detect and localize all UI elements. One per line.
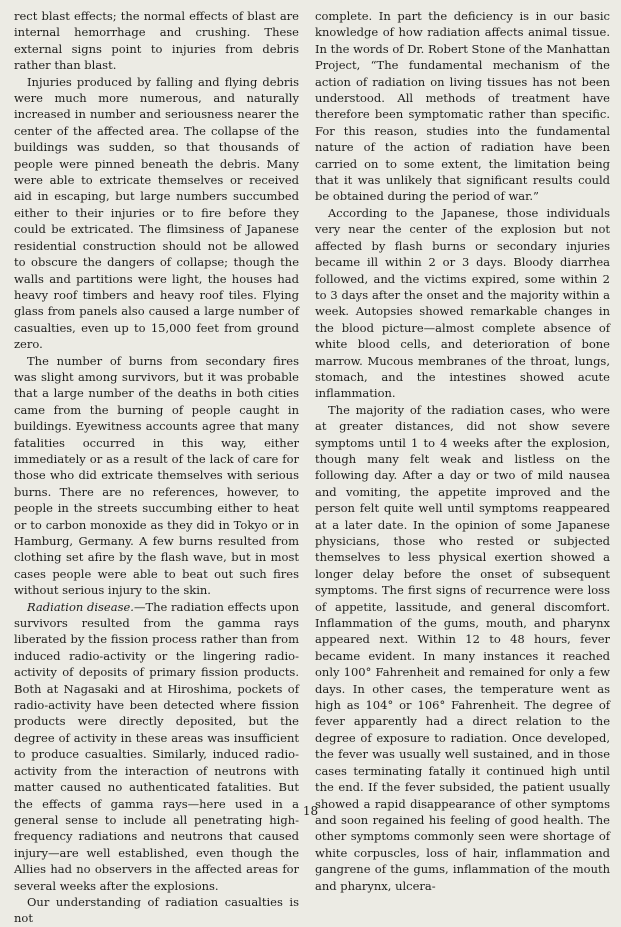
section-heading: Radiation disease. <box>27 599 134 614</box>
right-column <box>315 8 610 894</box>
paragraph: According to the Japanese, those individuals very near the center of the explosion but not affected by flash burns or secondary injuries became ill within 2 or 3 days. Bloody diarrhea followed, and the victims expired, some within 2 to 3 days after the onset and the majority within a week. Autopsies showed remarkable changes in the blood picture—almost complete absence of white blood cells, and deterioration of bone marrow. Mucous membranes of the throat, lungs, stomach, and the intestines showed acute inflammation. <box>315 205 610 401</box>
paragraph-radiation-disease <box>14 599 299 894</box>
paragraph: rect blast effects; the normal effects of blast are internal hemorrhage and crushing. These external signs point to injuries from debris rather than blast. <box>14 9 299 73</box>
left-column <box>14 8 299 927</box>
paragraph: Injuries produced by falling and flying debris were much more numerous, and naturally increased in number and seriousness nearer the center of the affected area. The collapse of the buildings was sudden, so that thousands of people were pinned beneath the debris. Many were able to extricate themselves or received aid in escaping, but large numbers succumbed either to their injuries or to fire before they could be extricated. The flimsiness of Japanese residential construction should not be allowed to obscure the dangers of collapse; though the walls and partitions were light, the houses had heavy roof timbers and heavy roof tiles. Flying glass from panels also caused a large number of casualties, even up to 15,000 feet from ground zero. <box>14 74 299 352</box>
paragraph: The number of burns from secondary fires was slight among survivors, but it was probable that a large number of the deaths in both cities came from the burning of people caught in buildings. Eyewitness accounts agree that many fatalities occurred in this way, either immediately or as a result of the lack of care for those who did extricate themselves with serious burns. There are no references, however, to people in the streets succumbing either to heat or to carbon monoxide as they did in Tokyo or in Hamburg, Germany. A few burns resulted from clothing set afire by the flash wave, but in most cases people were able to beat out such fires without serious injury to the skin. <box>14 353 299 598</box>
paragraph-text: —The radiation effects upon survivors resulted from the gamma rays liberated by the fission process rather than from induced radio-activity or the lingering radio-activity of deposits of primary fission products. Both at Nagasaki and at Hiroshima, pockets of radio-activity have been detected where fission products were directly deposited, but the degree of activity in these areas was insufficient to produce casualties. Similarly, induced radio-activity from the interaction of neutrons with matter caused no authenticated fatalities. But the effects of gamma rays—here used in a general sense to include all penetrating high-frequency radiations and neutrons that caused injury—are well established, even though the Allies had no observers in the affected areas for several weeks after the explosions. <box>14 599 300 893</box>
paragraph: The majority of the radiation cases, who were at greater distances, did not show severe symptoms until 1 to 4 weeks after the explosion, though many felt weak and listless on the following day. After a day or two of mild nausea and vomiting, the appetite improved and the person felt quite well until symptoms reappeared at a later date. In the opinion of some Japanese physicians, those who rested or subjected themselves to less physical exertion showed a longer delay before the onset of subsequent symptoms. The first signs of recurrence were loss of appetite, lassitude, and general discomfort. Inflammation of the gums, mouth, and pharynx appeared next. Within 12 to 48 hours, fever became evident. In many instances it reached only 100° Fahrenheit and remained for only a few days. In other cases, the temperature went as high as 104° or 106° Fahrenheit. The degree of fever apparently had a direct relation to the degree of exposure to radiation. Once developed, the fever was usually well sustained, and in those cases terminating fatally it continued high until the end. If the fever subsided, the patient usually showed a rapid disappearance of other symptoms and soon regained his feeling of good health. The other symptoms commonly seen were shortage of white corpuscles, loss of hair, inflammation and gangrene of the gums, inflammation of the mouth and pharynx, ulcera- <box>315 402 610 893</box>
page-number: 18 <box>302 804 319 818</box>
paragraph: Our understanding of radiation casualties is not <box>14 894 299 926</box>
paragraph: complete. In part the deficiency is in our basic knowledge of how radiation affects animal tissue. In the words of Dr. Robert Stone of the Manhattan Project, “The fundamental mechanism of the action of radiation on living tissues has not been understood. All methods of treatment have therefore been symptomatic rather than specific. For this reason, studies into the fundamental nature of the action of radiation have been carried on to some extent, the limitation being that it was unlikely that significant results could be obtained during the period of war.” <box>315 9 610 204</box>
